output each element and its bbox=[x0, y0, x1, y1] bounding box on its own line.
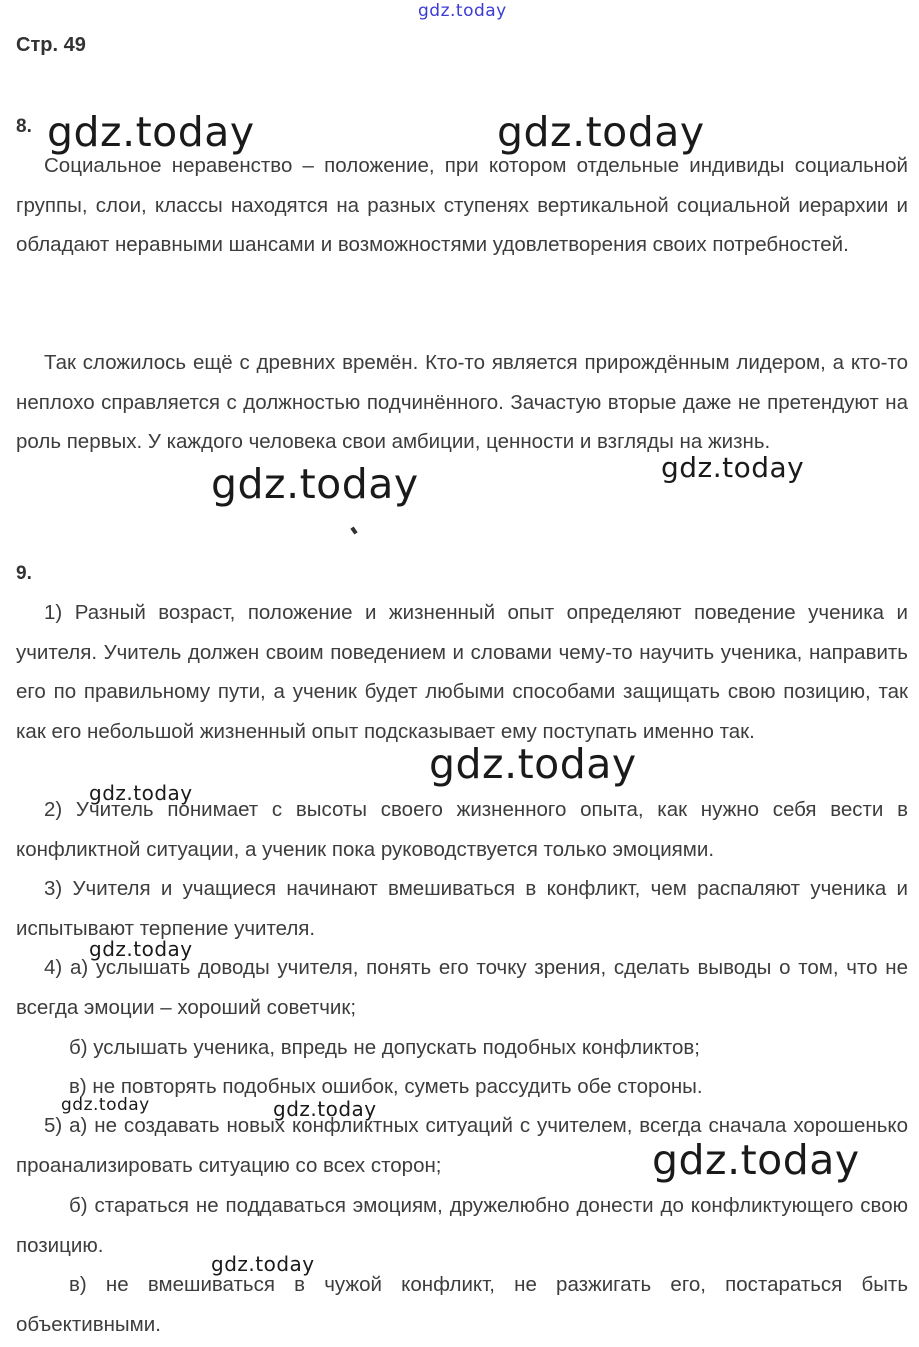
watermark: gdz.today bbox=[61, 1095, 150, 1115]
task-9-answer-4a: 4) а) услышать доводы учителя, понять его точку зрения, сделать выводы о том, что не всегда эмоции – хороший советчик; bbox=[16, 956, 908, 1019]
watermark: gdz.today bbox=[211, 1252, 315, 1276]
watermark: gdz.today bbox=[211, 460, 419, 508]
header-watermark: gdz.today bbox=[418, 1, 507, 21]
watermark: gdz.today bbox=[429, 740, 637, 788]
task-9-answer-2: 2) Учитель понимает с высоты своего жизненного опыта, как нужно себя вести в конфликтной ситуации, а ученик пока руководствуется только эмоциями. bbox=[16, 798, 908, 861]
task-9-answer-5b: б) стараться не поддаваться эмоциям, дружелюбно донести до конфликтующего свою позицию. bbox=[16, 1194, 908, 1257]
task-9-answer-1: 1) Разный возраст, положение и жизненный опыт определяют поведение ученика и учителя. Учитель должен своим поведением и словами чему-то научить ученика, направить его по правильному пути, а ученик будет любыми способами защищать свою позицию, так как его небольшой жизненный опыт подсказывает ему поступать именно так. bbox=[16, 601, 908, 743]
task-8-paragraph-2: Так сложилось ещё с древних времён. Кто-то является прирождённым лидером, а кто-то неплохо справляется с должностью подчинённого. Зачастую вторые даже не претендуют на роль первых. У каждого человека свои амбиции, ценности и взгляды на жизнь. bbox=[16, 351, 908, 453]
task-9-answer-4c: в) не повторять подобных ошибок, суметь рассудить обе стороны. bbox=[69, 1075, 703, 1098]
task-9-number: 9. bbox=[16, 563, 32, 584]
task-8-number: 8. bbox=[16, 116, 32, 137]
watermark: gdz.today bbox=[89, 781, 193, 805]
watermark: gdz.today bbox=[273, 1097, 377, 1121]
watermark: gdz.today bbox=[652, 1136, 860, 1184]
watermark: gdz.today bbox=[661, 451, 805, 484]
task-9-answer-4b: б) услышать ученика, впредь не допускать подобных конфликтов; bbox=[69, 1036, 700, 1059]
stray-mark bbox=[350, 526, 357, 534]
task-9-answer-5c: в) не вмешиваться в чужой конфликт, не разжигать его, постараться быть объективными. bbox=[16, 1273, 908, 1336]
task-8-paragraph-1: Социальное неравенство – положение, при котором отдельные индивиды социальной группы, слои, классы находятся на разных ступенях вертикальной социальной иерархии и обладают неравными шансами и возможностями удовлетворения своих потребностей. bbox=[16, 154, 908, 256]
watermark: gdz.today bbox=[497, 108, 705, 156]
watermark: gdz.today bbox=[47, 108, 255, 156]
page-number: Стр. 49 bbox=[16, 34, 86, 56]
task-9-answer-3: 3) Учителя и учащиеся начинают вмешиваться в конфликт, чем распаляют ученика и испытывают терпение учителя. bbox=[16, 877, 908, 940]
watermark: gdz.today bbox=[89, 937, 193, 961]
task-9-answer-5a: 5) а) не создавать новых конфликтных ситуаций с учителем, всегда сначала хорошенько проанализировать ситуацию со всех сторон; bbox=[16, 1114, 908, 1177]
